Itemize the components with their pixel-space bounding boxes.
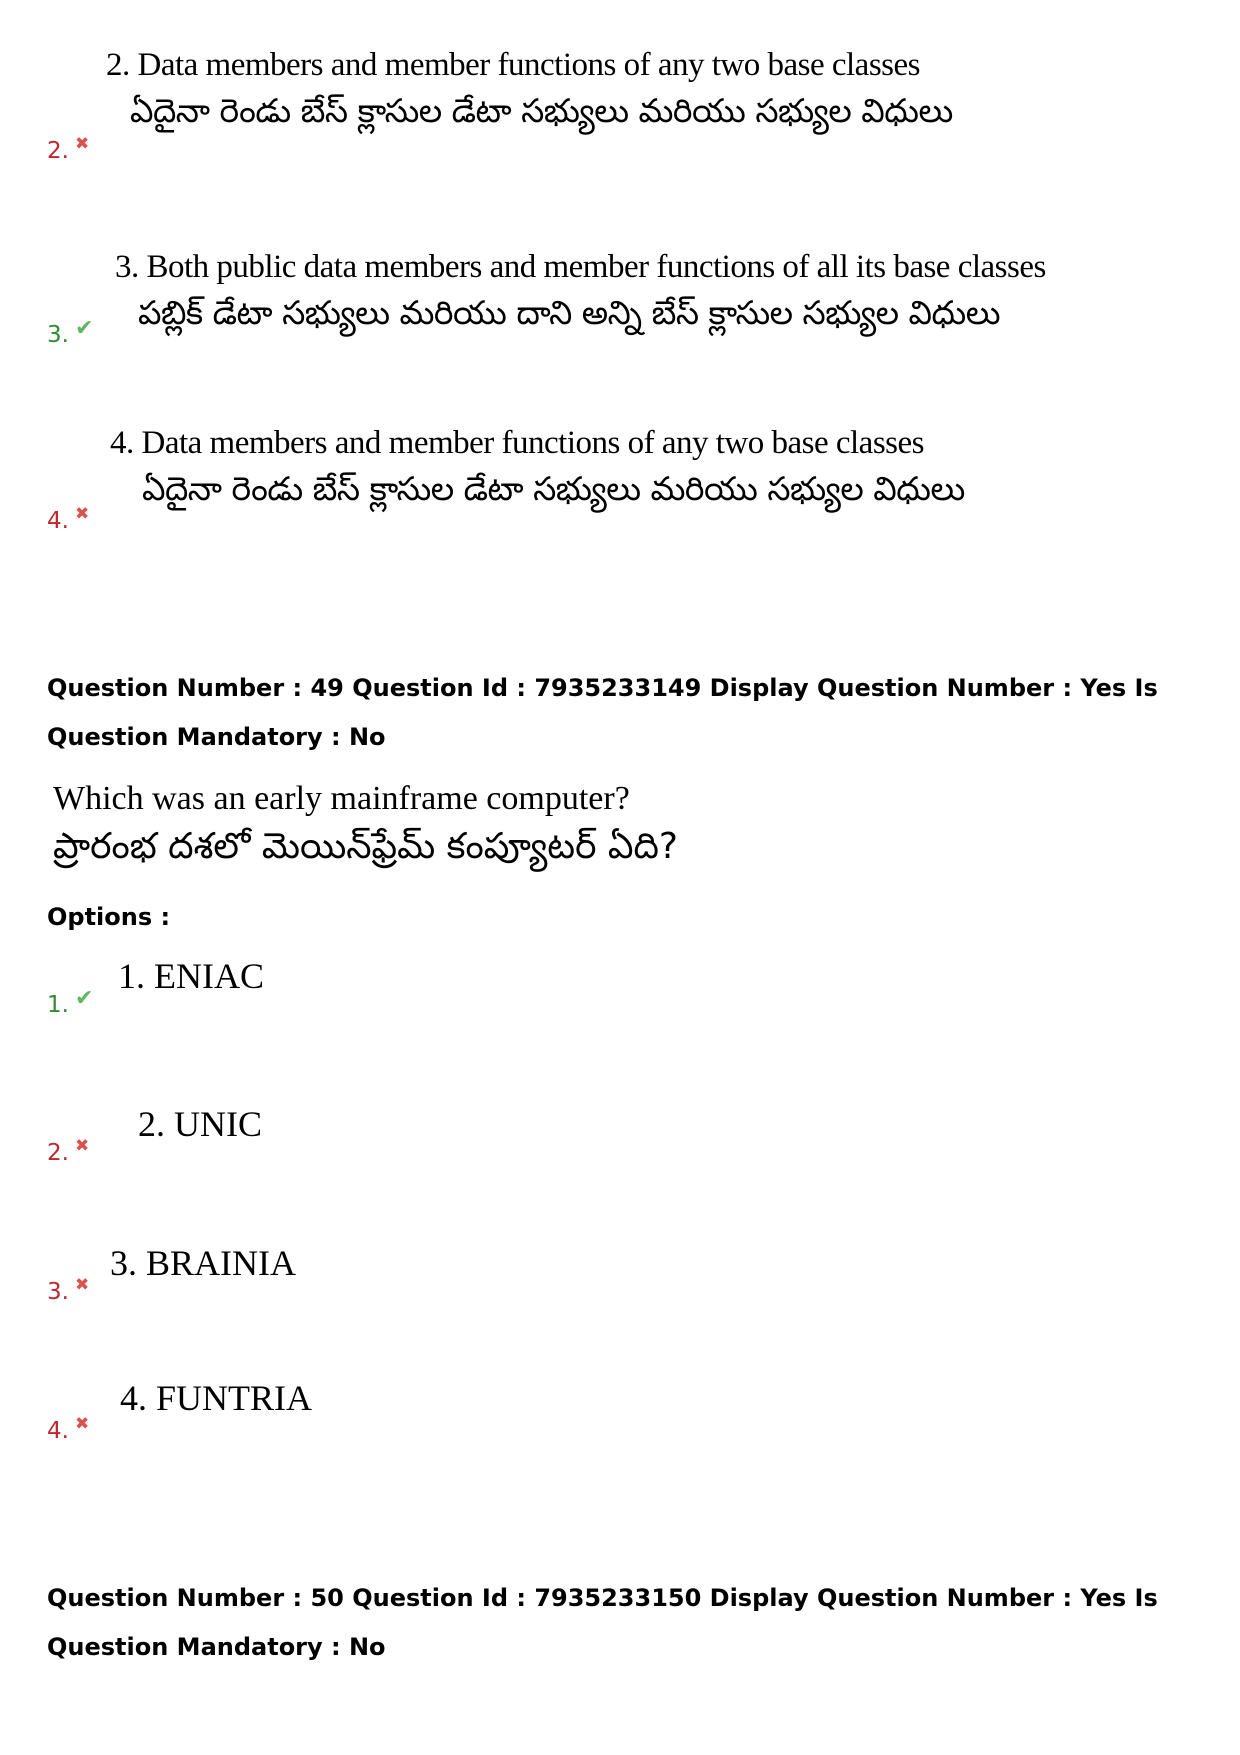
option-2-telugu: ఏదైనా రెండు బేస్ క్లాసుల డేటా సభ్యులు మరియు సభ్యుల విధులు: [130, 91, 953, 130]
cross-icon: ✖: [74, 1414, 90, 1434]
checkmark-icon: ✔: [74, 986, 94, 1011]
question-49-stem-english: Which was an early mainframe computer?: [53, 780, 630, 817]
cross-icon: ✖: [74, 1136, 90, 1156]
option-2-marker: [47, 134, 90, 164]
question-50-meta: Question Number : 50 Question Id : 7935233150 Display Question Number : Yes Is Question Mandatory : No: [47, 1584, 1158, 1661]
cross-icon: ✖: [74, 134, 90, 154]
choice-3-marker: [47, 1275, 90, 1305]
option-3-english: 3. Both public data members and member functions of all its base classes: [115, 249, 1046, 285]
checkmark-icon: ✔: [74, 316, 94, 341]
option-number: 3.: [47, 322, 69, 348]
option-4-telugu: ఏదైనా రెండు బేస్ క్లాసుల డేటా సభ్యులు మరియు సభ్యుల విధులు: [142, 469, 965, 508]
choice-2-text: 2. UNIC: [138, 1104, 262, 1144]
option-number: 2.: [47, 1140, 69, 1166]
option-3-telugu: పబ్లిక్ డేటా సభ్యులు మరియు దాని అన్ని బేస్ క్లాసుల సభ్యుల విధులు: [138, 293, 1001, 332]
option-number: 1.: [47, 992, 69, 1018]
question-49-stem-telugu: ప్రారంభ దశలో మెయిన్‌ఫ్రేమ్ కంప్యూటర్ ఏది?: [53, 826, 679, 867]
option-number: 3.: [47, 1279, 69, 1305]
option-2-english: 2. Data members and member functions of any two base classes: [106, 47, 920, 83]
option-4-english: 4. Data members and member functions of any two base classes: [110, 425, 924, 461]
choice-4-text: 4. FUNTRIA: [120, 1378, 313, 1418]
question-49-meta: Question Number : 49 Question Id : 7935233149 Display Question Number : Yes Is Question Mandatory : No: [47, 674, 1158, 751]
option-number: 4.: [47, 1418, 69, 1444]
cross-icon: ✖: [74, 1275, 90, 1295]
choice-1-text: 1. ENIAC: [118, 956, 264, 996]
option-4-marker: [47, 504, 90, 534]
option-number: 4.: [47, 508, 69, 534]
option-number: 2.: [47, 138, 69, 164]
choice-3-text: 3. BRAINIA: [110, 1243, 296, 1283]
choice-4-marker: [47, 1414, 90, 1444]
options-label: Options :: [47, 903, 171, 931]
option-3-marker: [47, 316, 94, 348]
choice-1-marker: [47, 986, 94, 1018]
choice-2-marker: [47, 1136, 90, 1166]
cross-icon: ✖: [74, 504, 90, 524]
